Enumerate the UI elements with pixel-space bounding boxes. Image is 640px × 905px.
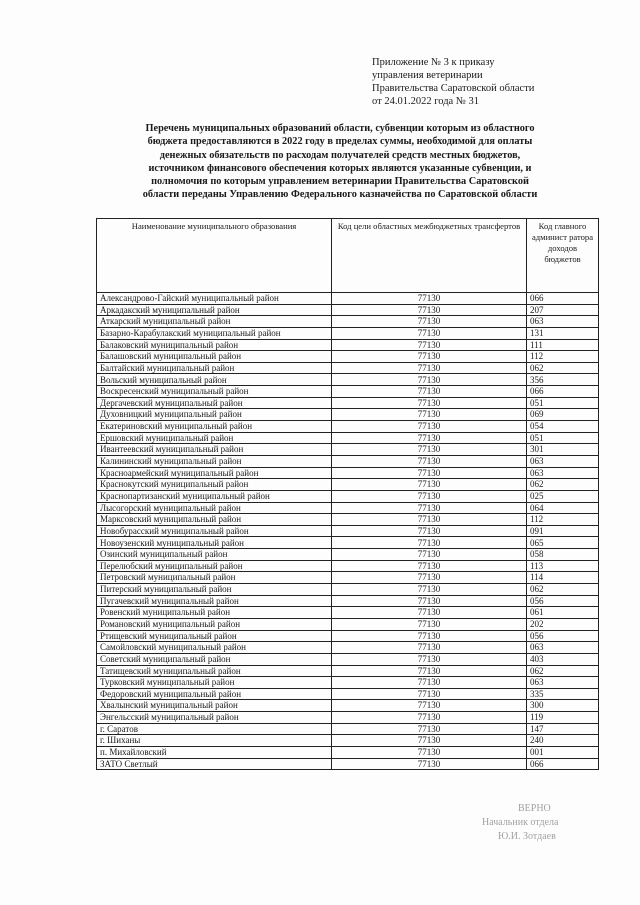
admin-code-cell: 025 xyxy=(527,490,599,502)
table-row xyxy=(97,479,599,491)
admin-code-cell: 207 xyxy=(527,304,599,316)
table-row xyxy=(97,502,599,514)
admin-code-cell: 131 xyxy=(527,327,599,339)
table-row xyxy=(97,537,599,549)
admin-code-cell: 356 xyxy=(527,374,599,386)
target-code-cell: 77130 xyxy=(332,409,527,421)
table-body xyxy=(97,293,599,770)
table-row xyxy=(97,421,599,433)
municipality-name-cell: Ртищевский муниципальный район xyxy=(97,630,332,642)
municipality-name-cell: ЗАТО Светлый xyxy=(97,758,332,770)
admin-code-cell: 051 xyxy=(527,397,599,409)
target-code-cell: 77130 xyxy=(332,374,527,386)
table-row xyxy=(97,584,599,596)
municipality-name-cell: Ивантеевский муниципальный район xyxy=(97,444,332,456)
table-row xyxy=(97,525,599,537)
target-code-cell: 77130 xyxy=(332,688,527,700)
admin-code-cell: 066 xyxy=(527,386,599,398)
table-row xyxy=(97,327,599,339)
table-row xyxy=(97,735,599,747)
target-code-cell: 77130 xyxy=(332,549,527,561)
title-line: области переданы Управлению Федерального казначейства по Саратовской области xyxy=(142,189,538,201)
appendix-line: Правительства Саратовской области xyxy=(372,83,535,94)
admin-code-cell: 056 xyxy=(527,595,599,607)
target-code-cell: 77130 xyxy=(332,397,527,409)
table-row xyxy=(97,397,599,409)
admin-code-cell: 062 xyxy=(527,665,599,677)
header-municipality: Наименование муниципального образования xyxy=(97,219,332,293)
target-code-cell: 77130 xyxy=(332,746,527,758)
municipality-name-cell: Питерский муниципальный район xyxy=(97,584,332,596)
admin-code-cell: 300 xyxy=(527,700,599,712)
admin-code-cell: 062 xyxy=(527,584,599,596)
admin-code-cell: 112 xyxy=(527,351,599,363)
admin-code-cell: 064 xyxy=(527,502,599,514)
municipalities-table xyxy=(96,218,599,770)
municipality-name-cell: Александрово-Гайский муниципальный район xyxy=(97,293,332,305)
target-code-cell: 77130 xyxy=(332,514,527,526)
appendix-line: от 24.01.2022 года № 31 xyxy=(372,96,479,107)
stamp-line: ВЕРНО xyxy=(518,803,551,814)
target-code-cell: 77130 xyxy=(332,584,527,596)
municipality-name-cell: Татищевский муниципальный район xyxy=(97,665,332,677)
admin-code-cell: 063 xyxy=(527,316,599,328)
municipality-name-cell: Балашовский муниципальный район xyxy=(97,351,332,363)
table-header-row xyxy=(97,219,599,293)
municipality-name-cell: Ровенский муниципальный район xyxy=(97,607,332,619)
stamp-line: Начальник отдела xyxy=(482,817,559,828)
municipality-name-cell: Самойловский муниципальный район xyxy=(97,642,332,654)
admin-code-cell: 111 xyxy=(527,339,599,351)
municipality-name-cell: Советский муниципальный район xyxy=(97,653,332,665)
admin-code-cell: 058 xyxy=(527,549,599,561)
table-row xyxy=(97,677,599,689)
table-row xyxy=(97,746,599,758)
municipality-name-cell: г. Саратов xyxy=(97,723,332,735)
table-row xyxy=(97,351,599,363)
target-code-cell: 77130 xyxy=(332,327,527,339)
admin-code-cell: 063 xyxy=(527,677,599,689)
certification-stamp xyxy=(478,802,598,858)
admin-code-cell: 065 xyxy=(527,537,599,549)
municipality-name-cell: г. Шиханы xyxy=(97,735,332,747)
table-row xyxy=(97,339,599,351)
admin-code-cell: 063 xyxy=(527,467,599,479)
target-code-cell: 77130 xyxy=(332,665,527,677)
stamp-line: Ю.И. Зотдаев xyxy=(498,831,556,842)
target-code-cell: 77130 xyxy=(332,630,527,642)
table-row xyxy=(97,700,599,712)
table-row xyxy=(97,432,599,444)
target-code-cell: 77130 xyxy=(332,490,527,502)
target-code-cell: 77130 xyxy=(332,455,527,467)
table-row xyxy=(97,362,599,374)
table-row xyxy=(97,549,599,561)
target-code-cell: 77130 xyxy=(332,758,527,770)
table-row xyxy=(97,595,599,607)
appendix-line: управления ветеринарии xyxy=(372,70,483,81)
admin-code-cell: 051 xyxy=(527,432,599,444)
target-code-cell: 77130 xyxy=(332,677,527,689)
municipality-name-cell: Федоровский муниципальный район xyxy=(97,688,332,700)
target-code-cell: 77130 xyxy=(332,572,527,584)
table-row xyxy=(97,723,599,735)
municipality-name-cell: Красноармейский муниципальный район xyxy=(97,467,332,479)
municipality-name-cell: п. Михайловский xyxy=(97,746,332,758)
municipality-name-cell: Екатериновский муниципальный район xyxy=(97,421,332,433)
admin-code-cell: 069 xyxy=(527,409,599,421)
target-code-cell: 77130 xyxy=(332,653,527,665)
admin-code-cell: 301 xyxy=(527,444,599,456)
admin-code-cell: 240 xyxy=(527,735,599,747)
municipality-name-cell: Балтайский муниципальный район xyxy=(97,362,332,374)
admin-code-cell: 061 xyxy=(527,607,599,619)
municipality-name-cell: Пугачевский муниципальный район xyxy=(97,595,332,607)
municipality-name-cell: Лысогорский муниципальный район xyxy=(97,502,332,514)
target-code-cell: 77130 xyxy=(332,351,527,363)
title-line: полномочия по которым управлением ветеринарии Правительства Саратовской xyxy=(151,176,529,188)
target-code-cell: 77130 xyxy=(332,607,527,619)
admin-code-cell: 112 xyxy=(527,514,599,526)
table-row xyxy=(97,572,599,584)
appendix-line: Приложение № 3 к приказу xyxy=(372,57,495,68)
target-code-cell: 77130 xyxy=(332,560,527,572)
table-row xyxy=(97,316,599,328)
municipality-name-cell: Дергачевский муниципальный район xyxy=(97,397,332,409)
municipality-name-cell: Краснопартизанский муниципальный район xyxy=(97,490,332,502)
municipality-name-cell: Аткарский муниципальный район xyxy=(97,316,332,328)
table-row xyxy=(97,665,599,677)
table-row xyxy=(97,293,599,305)
municipality-name-cell: Вольский муниципальный район xyxy=(97,374,332,386)
admin-code-cell: 066 xyxy=(527,293,599,305)
title-line: источником финансового обеспечения которых являются указанные субвенции, и xyxy=(148,162,532,174)
target-code-cell: 77130 xyxy=(332,293,527,305)
table-row xyxy=(97,374,599,386)
municipality-name-cell: Ершовский муниципальный район xyxy=(97,432,332,444)
table-row xyxy=(97,618,599,630)
table-row xyxy=(97,409,599,421)
municipality-name-cell: Духовницкий муниципальный район xyxy=(97,409,332,421)
table-row xyxy=(97,455,599,467)
admin-code-cell: 403 xyxy=(527,653,599,665)
table-row xyxy=(97,560,599,572)
table-row xyxy=(97,444,599,456)
admin-code-cell: 054 xyxy=(527,421,599,433)
target-code-cell: 77130 xyxy=(332,479,527,491)
table-row xyxy=(97,467,599,479)
target-code-cell: 77130 xyxy=(332,339,527,351)
table-row xyxy=(97,653,599,665)
admin-code-cell: 147 xyxy=(527,723,599,735)
table-row xyxy=(97,630,599,642)
admin-code-cell: 114 xyxy=(527,572,599,584)
admin-code-cell: 063 xyxy=(527,455,599,467)
admin-code-cell: 202 xyxy=(527,618,599,630)
target-code-cell: 77130 xyxy=(332,537,527,549)
target-code-cell: 77130 xyxy=(332,386,527,398)
header-target-code: Код цели областных межбюджетных трансфертов xyxy=(332,219,527,293)
title-line: бюджета предоставляются в 2022 году в пределах суммы, необходимой для оплаты xyxy=(147,136,533,148)
admin-code-cell: 066 xyxy=(527,758,599,770)
municipality-name-cell: Новобурасский муниципальный район xyxy=(97,525,332,537)
municipality-name-cell: Перелюбский муниципальный район xyxy=(97,560,332,572)
admin-code-cell: 119 xyxy=(527,712,599,724)
table-row xyxy=(97,386,599,398)
target-code-cell: 77130 xyxy=(332,700,527,712)
municipality-name-cell: Хвалынский муниципальный район xyxy=(97,700,332,712)
target-code-cell: 77130 xyxy=(332,595,527,607)
target-code-cell: 77130 xyxy=(332,525,527,537)
table-row xyxy=(97,688,599,700)
table-row xyxy=(97,304,599,316)
municipality-name-cell: Энгельсский муниципальный район xyxy=(97,712,332,724)
municipality-name-cell: Петровский муниципальный район xyxy=(97,572,332,584)
target-code-cell: 77130 xyxy=(332,316,527,328)
municipality-name-cell: Марксовский муниципальный район xyxy=(97,514,332,526)
municipality-name-cell: Романовский муниципальный район xyxy=(97,618,332,630)
admin-code-cell: 062 xyxy=(527,479,599,491)
table-row xyxy=(97,642,599,654)
admin-code-cell: 091 xyxy=(527,525,599,537)
target-code-cell: 77130 xyxy=(332,502,527,514)
header-admin-code: Код главного админист ратора доходов бюджетов xyxy=(527,219,599,293)
target-code-cell: 77130 xyxy=(332,735,527,747)
table-row xyxy=(97,712,599,724)
document-title xyxy=(96,122,584,202)
target-code-cell: 77130 xyxy=(332,362,527,374)
admin-code-cell: 001 xyxy=(527,746,599,758)
target-code-cell: 77130 xyxy=(332,432,527,444)
admin-code-cell: 062 xyxy=(527,362,599,374)
table-row xyxy=(97,490,599,502)
table-row xyxy=(97,758,599,770)
table-row xyxy=(97,514,599,526)
municipality-name-cell: Турковский муниципальный район xyxy=(97,677,332,689)
municipality-name-cell: Воскресенский муниципальный район xyxy=(97,386,332,398)
municipality-name-cell: Балаковский муниципальный район xyxy=(97,339,332,351)
admin-code-cell: 063 xyxy=(527,642,599,654)
table-row xyxy=(97,607,599,619)
admin-code-cell: 335 xyxy=(527,688,599,700)
municipality-name-cell: Новоузенский муниципальный район xyxy=(97,537,332,549)
target-code-cell: 77130 xyxy=(332,304,527,316)
target-code-cell: 77130 xyxy=(332,712,527,724)
municipality-name-cell: Аркадакский муниципальный район xyxy=(97,304,332,316)
target-code-cell: 77130 xyxy=(332,618,527,630)
municipality-name-cell: Калининский муниципальный район xyxy=(97,455,332,467)
title-line: Перечень муниципальных образований области, субвенции которым из областного xyxy=(145,123,535,134)
admin-code-cell: 056 xyxy=(527,630,599,642)
municipality-name-cell: Базарно-Карабулакский муниципальный район xyxy=(97,327,332,339)
target-code-cell: 77130 xyxy=(332,421,527,433)
appendix-note xyxy=(372,56,602,108)
admin-code-cell: 113 xyxy=(527,560,599,572)
target-code-cell: 77130 xyxy=(332,723,527,735)
target-code-cell: 77130 xyxy=(332,444,527,456)
target-code-cell: 77130 xyxy=(332,467,527,479)
target-code-cell: 77130 xyxy=(332,642,527,654)
municipality-name-cell: Озинский муниципальный район xyxy=(97,549,332,561)
municipality-name-cell: Краснокутский муниципальный район xyxy=(97,479,332,491)
title-line: денежных обязательств по расходам получателей средств местных бюджетов, xyxy=(159,149,521,161)
